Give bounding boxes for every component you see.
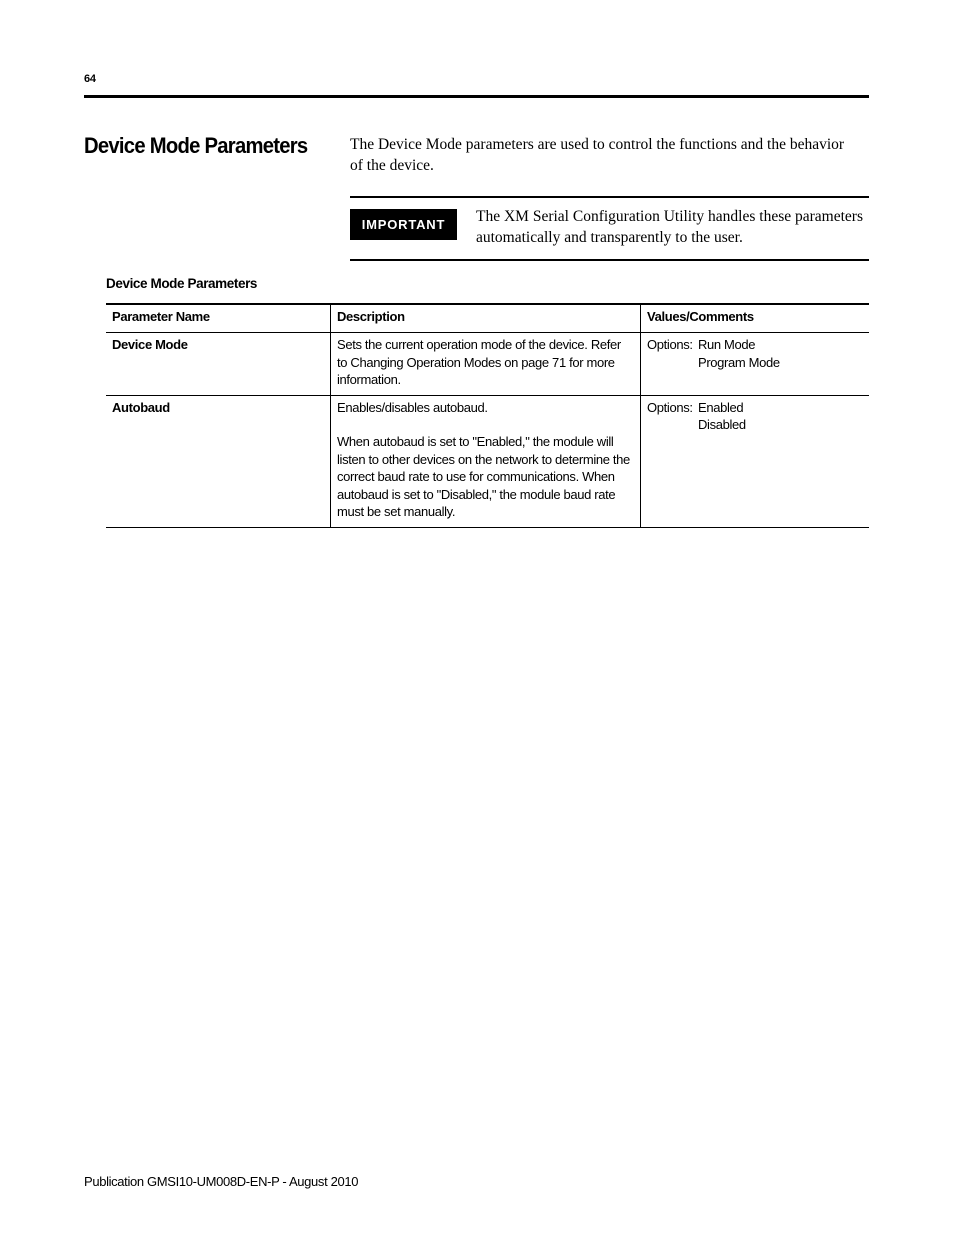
description-cell (331, 333, 641, 396)
publication-footer: Publication GMSI10-UM008D-EN-P - August 2010 (84, 1174, 359, 1189)
column-header-parameter-name: Parameter Name (112, 309, 210, 324)
options-label: Options: (647, 337, 693, 352)
parameter-name-cell: Device Mode (112, 337, 188, 352)
option-value: Run Mode (698, 337, 756, 352)
section-title: Device Mode Parameters (84, 133, 308, 158)
option-value: Disabled (698, 417, 746, 432)
parameter-name-cell: Autobaud (112, 399, 170, 415)
table-caption: Device Mode Parameters (106, 276, 258, 291)
column-header-description: Description (331, 304, 641, 333)
section-intro: The Device Mode parameters are used to control the functions and the behavior of the device. (350, 136, 845, 174)
option-value: Enabled (698, 399, 744, 415)
description-text: Enables/disables autobaud. (337, 399, 488, 415)
important-text: The XM Serial Configuration Utility handles these parameters automatically and transparently to the user. (476, 208, 863, 246)
header-rule (84, 95, 869, 98)
parameters-table (106, 303, 869, 528)
column-header-values-comments: Values/Comments (641, 304, 870, 333)
description-text: Sets the current operation mode of the device. Refer to Changing Operation Modes on page 71 for more information. (337, 337, 621, 387)
important-callout (350, 196, 869, 261)
description-text: When autobaud is set to "Enabled," the module will listen to other devices on the network to determine the correct baud rate to use for communications. When autobaud is set to "Disabled," the module baud rate must be set manually. (337, 434, 630, 519)
option-value: Program Mode (698, 354, 780, 370)
values-cell (641, 395, 870, 527)
table-row (106, 395, 869, 527)
table-row (106, 333, 869, 396)
page-number: 64 (84, 73, 96, 85)
values-cell (641, 333, 870, 396)
description-cell (331, 395, 641, 527)
table-header-row (106, 304, 869, 333)
important-label: IMPORTANT (350, 209, 457, 240)
options-label: Options: (647, 399, 693, 415)
